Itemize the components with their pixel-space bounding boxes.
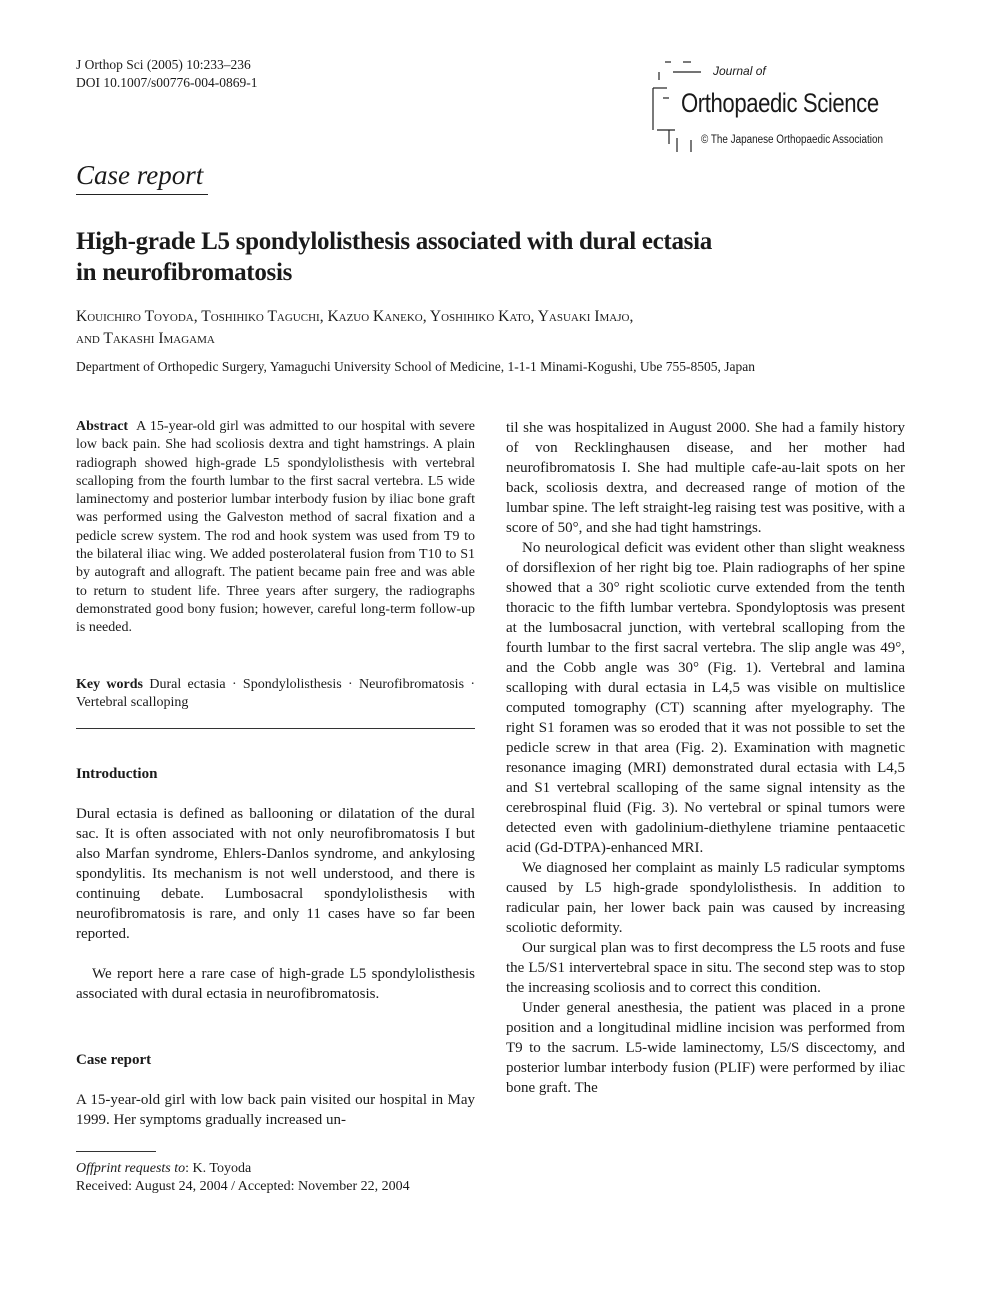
body-paragraph: til she was hospitalized in August 2000. She had a family history of von Recklinghausen disease, and her mother had neurofibromatosis I. She had multiple cafe-au-lait spots on her back, scoliosis dextra, and decreased range of motion of the lumbar spine. The left straight-leg raising test was positive, with a score of 50°, and she had tight hamstrings. [506,420,905,536]
right-column [506,418,905,1098]
offprint-line [76,1160,410,1178]
abstract-label: Abstract [76,419,129,434]
introduction-paragraph: We report here a rare case of high-grade L5 spondylolisthesis associated with dural ectasia in neurofibromatosis. [76,966,475,1002]
authors-line-1: Kouichiro Toyoda, Toshihiko Taguchi, Kazuo Kaneko, Yoshihiko Kato, Yasuaki Imajo, [76,308,634,325]
logo-association: © The Japanese Orthopaedic Association [701,134,883,146]
article-title [76,226,836,288]
citation [76,56,258,92]
introduction-paragraph: Dural ectasia is defined as ballooning or dilatation of the dural sac. It is often associated with not only neurofibromatosis I but also Marfan syndrome, Ehlers-Danlos syndrome, and ankylosing spondylitis. Its mechanism is not well understood, and there is continuing debate. Lumbosacral spondylolisthesis with neurofibromatosis is rare, and only 11 cases have so far been reported. [76,806,475,942]
footnote-divider [76,1151,156,1152]
affiliation: Department of Orthopedic Surgery, Yamaguchi University School of Medicine, 1-1-1 Minami-Kogushi, Ube 755-8505, Japan [76,359,756,374]
abstract-text: A 15-year-old girl was admitted to our hospital with severe low back pain. She had scoliosis dextra and tight hamstrings. A plain radiograph showed high-grade L5 spondylolisthesis with vertebral scalloping from the fourth lumbar to the first sacral vertebra. L5 wide laminectomy and posterior lumbar interbody fusion by iliac bone graft was performed using the Galveston method of sacral fixation and a pedicle screw system. The rod and hook system was used from T9 to the bilateral iliac wing. We added posterolateral fusion from T10 to S1 by autograft and allograft. The patient became pain free and was able to return to student life. Three years after surgery, the radiographs demonstrated good bony fusion; however, careful long-term follow-up is needed. [76,419,475,636]
footnote [76,1160,410,1196]
abstract-divider [76,728,475,729]
section-label-underline [76,194,208,195]
citation-journal: J Orthop Sci (2005) 10:233–236 [76,57,251,72]
offprint-name: : K. Toyoda [185,1161,252,1176]
authors-line-2: and Takashi Imagama [76,330,215,347]
journal-logo [645,58,915,158]
body-paragraph: We diagnosed her complaint as mainly L5 radicular symptoms caused by L5 high-grade spondylolisthesis. In addition to radicular pain, her lower back pain was caused by increasing scoliotic deformity. [506,860,905,936]
offprint-label: Offprint requests to [76,1161,186,1176]
case-report-heading: Case report [76,1052,152,1068]
abstract [76,418,475,638]
keywords-label: Key words [76,677,143,692]
keywords [76,676,475,713]
body-paragraph: Under general anesthesia, the patient was placed in a prone position and a longitudinal midline incision was performed from T9 to the sacrum. L5-wide laminectomy, L5/S discectomy, and posterior lumbar interbody fusion (PLIF) were performed by iliac bone graft. The [506,1000,905,1096]
logo-journal-of: Journal of [713,64,766,78]
section-label: Case report [76,160,204,190]
author-list [76,306,836,350]
case-report-paragraph: A 15-year-old girl with low back pain visited our hospital in May 1999. Her symptoms gradually increased un- [76,1092,475,1128]
keywords-text: Dural ectasia · Spondylolisthesis · Neurofibromatosis · Vertebral scalloping [76,677,476,711]
logo-title: Orthopaedic Science [681,88,879,118]
body-paragraph: No neurological deficit was evident other than slight weakness of dorsiflexion of her right big toe. Plain radiographs of her spine showed that a 30° right scoliotic curve extended from the tenth thoracic to the fifth lumbar vertebra. Spondyloptosis was present at the lumbosacral junction, with vertebral scalloping from the fourth lumbar to the first sacral vertebra. The slip angle was 49°, and the Cobb angle was 30° (Fig. 1). Vertebral and lamina scalloping with dural ectasia in L4,5 was visible on multislice computed tomography (CT) scanning after myelography. The right S1 foramen was so eroded that it was not possible to set the pedicle screw in that area (Fig. 2). Examination with magnetic resonance imaging (MRI) demonstrated dural ectasia with L4,5 and S1 vertebral scalloping of the same signal intensity as the cerebrospinal fluid (Fig. 3). No vertebral or spinal tumors were detected even with gadolinium-diethylene triamine pentaacetic acid (Gd-DTPA)-enhanced MRI. [506,540,905,856]
body-paragraph: Our surgical plan was to first decompress the L5 roots and fuse the L5/S1 intervertebral space in situ. The second step was to stop the increasing scoliosis and to correct this condition. [506,940,905,996]
title-line-2: in neurofibromatosis [76,259,293,286]
received-line: Received: August 24, 2004 / Accepted: November 22, 2004 [76,1179,410,1194]
title-line-1: High-grade L5 spondylolisthesis associated with dural ectasia [76,228,712,255]
introduction-heading: Introduction [76,766,158,782]
citation-doi: DOI 10.1007/s00776-004-0869-1 [76,75,258,90]
